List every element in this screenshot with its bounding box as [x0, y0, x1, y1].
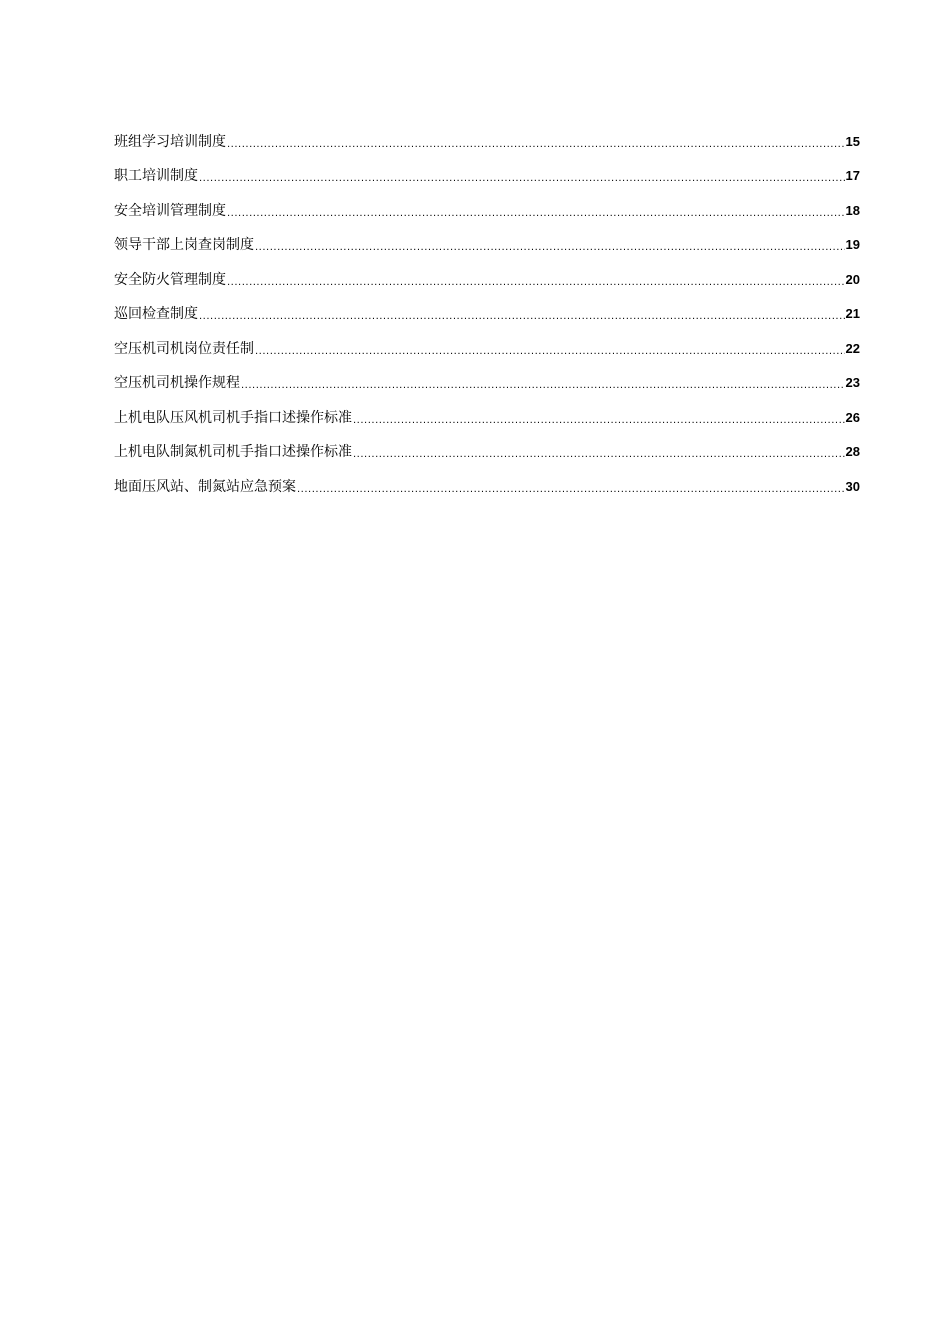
toc-entry-page: 22: [845, 340, 860, 356]
toc-dot-leader: [199, 305, 845, 329]
toc-entry-page: 21: [845, 306, 860, 321]
toc-dot-leader: [353, 409, 845, 433]
toc-entry-title: 空压机司机岗位责任制: [114, 340, 254, 357]
toc-entry-page: 18: [845, 202, 860, 218]
toc-entry-title: 上机电队压风机司机手指口述操作标准: [114, 409, 352, 426]
toc-entry-title: 上机电队制氮机司机手指口述操作标准: [114, 444, 352, 460]
toc-dot-leader: [255, 236, 845, 260]
toc-entry-page: 26: [845, 409, 860, 425]
toc-entry[interactable]: [114, 295, 860, 330]
toc-entry[interactable]: [114, 364, 860, 399]
toc-entry-title: 安全防火管理制度: [114, 271, 226, 288]
toc-entry-page: 23: [845, 375, 860, 390]
toc-entry-title: 安全培训管理制度: [114, 202, 226, 219]
toc-entry-page: 28: [845, 444, 860, 459]
toc-entry-title: 空压机司机操作规程: [114, 375, 240, 391]
toc-entry[interactable]: [114, 467, 860, 502]
toc-dot-leader: [297, 478, 845, 502]
toc-entry-title: 地面压风站、制氮站应急预案: [114, 478, 296, 495]
toc-entry-title: 领导干部上岗查岗制度: [114, 237, 254, 253]
toc-dot-leader: [227, 133, 845, 157]
table-of-contents: [114, 122, 860, 502]
toc-entry[interactable]: [114, 226, 860, 261]
toc-entry-page: 17: [845, 168, 860, 183]
toc-entry[interactable]: [114, 260, 860, 295]
toc-entry[interactable]: [114, 191, 860, 226]
toc-dot-leader: [227, 202, 845, 226]
toc-entry-page: 15: [845, 133, 860, 149]
toc-entry[interactable]: [114, 398, 860, 433]
toc-dot-leader: [255, 340, 845, 364]
toc-entry-page: 20: [845, 271, 860, 287]
toc-entry-page: 30: [845, 478, 860, 494]
toc-dot-leader: [227, 271, 845, 295]
toc-entry[interactable]: [114, 433, 860, 468]
toc-entry-title: 职工培训制度: [114, 168, 198, 184]
toc-dot-leader: [353, 443, 845, 467]
toc-dot-leader: [241, 374, 845, 398]
toc-entry-page: 19: [845, 237, 860, 252]
toc-entry-title: 班组学习培训制度: [114, 133, 226, 150]
toc-dot-leader: [199, 167, 845, 191]
toc-entry[interactable]: [114, 122, 860, 157]
toc-entry-title: 巡回检查制度: [114, 306, 198, 322]
toc-entry[interactable]: [114, 329, 860, 364]
toc-entry[interactable]: [114, 157, 860, 192]
